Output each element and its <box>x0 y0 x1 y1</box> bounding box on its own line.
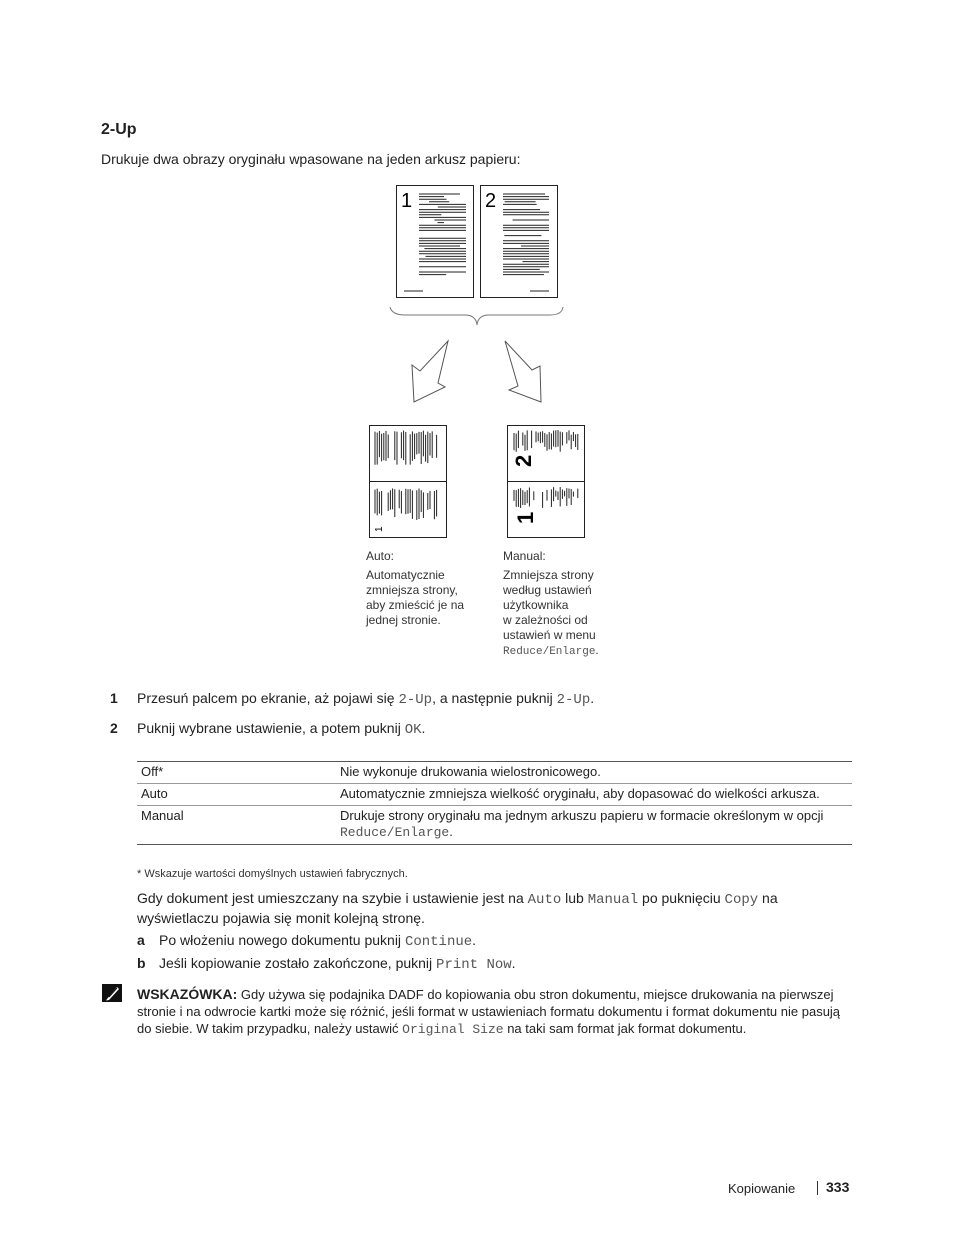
substep-letter: a <box>137 932 145 948</box>
table-row: Off* Nie wykonuje drukowania wielostronicowego. <box>137 762 852 784</box>
manual-number-2: 2 <box>511 454 536 467</box>
paragraph: Gdy dokument jest umieszczany na szybie i ustawienie jest na Auto lub Manual po puknięciu Copy na wyświetlaczu pojawia się monit kolejną stronę. <box>137 890 778 926</box>
manual-desc-line: użytkownika <box>503 598 569 612</box>
note-text: WSKAZÓWKA: Gdy używa się podajnika DADF do kopiowania obu stron dokumentu, miejsce drukowania na pierwszej stronie i na odwrocie kartki może się różnić, jeśli format w ustawieniach formatu dokumentu i format dokumentu nie pasują do siebie. W takim przypadku, należy ustawić Original Size na taki sam format jak format dokumentu. <box>137 986 841 1037</box>
manual-desc-line: Zmniejsza strony <box>503 568 594 582</box>
page-number-1: 1 <box>401 190 413 212</box>
step-number: 2 <box>110 720 118 736</box>
auto-caption <box>366 549 464 628</box>
manual-label: Manual: <box>503 549 546 563</box>
auto-label: Auto: <box>366 549 395 563</box>
manual-desc-line: w zależności od <box>503 613 588 627</box>
step-number: 1 <box>110 690 118 706</box>
auto-number-1: 1 <box>374 526 385 532</box>
arrow-right-icon <box>505 341 541 402</box>
manual-desc-line: ustawień w menu <box>503 628 596 642</box>
manual-number-1: 1 <box>513 511 538 524</box>
section-title: 2-Up <box>101 121 137 138</box>
manual-menu-code: Reduce/Enlarge <box>503 646 596 658</box>
step-2: Puknij wybrane ustawienie, a potem puknij OK. <box>137 720 426 738</box>
page-number-2: 2 <box>485 190 497 212</box>
substep-letter: b <box>137 955 146 971</box>
table-row: Auto Automatycznie zmniejsza wielkość oryginału, aby dopasować do wielkości arkusza. <box>137 784 852 806</box>
manual-desc-line: według ustawień <box>503 583 592 597</box>
step-1: Przesuń palcem po ekranie, aż pojawi się 2-Up, a następnie puknij 2-Up. <box>137 690 595 708</box>
auto-desc-line: zmniejsza strony, <box>366 583 458 597</box>
page-number: 333 <box>826 1179 850 1195</box>
table-row: Manual Drukuje strony oryginału ma jednym arkuszu papieru w formacie określonym w opcji Reduce/Enlarge. <box>137 806 852 845</box>
brace <box>390 307 563 325</box>
arrow-left-icon <box>412 341 448 402</box>
substep-a: Po włożeniu nowego dokumentu puknij Continue. <box>159 932 477 950</box>
substep-b: Jeśli kopiowanie zostało zakończone, puknij Print Now. <box>159 955 516 973</box>
footer-divider <box>817 1181 818 1195</box>
footnote: * Wskazuje wartości domyślnych ustawień fabrycznych. <box>137 868 408 880</box>
footer-chapter: Kopiowanie <box>728 1181 796 1196</box>
options-table <box>137 761 852 845</box>
auto-desc-line: Automatycznie <box>366 568 445 582</box>
manual-caption: Manual: Zmniejsza strony według ustawień użytkownika w zależności od ustawień w menu Reduce/Enlarge. <box>503 549 599 658</box>
intro-text: Drukuje dwa obrazy oryginału wpasowane na jeden arkusz papieru: <box>101 151 521 167</box>
note-pencil-icon <box>102 984 122 1002</box>
auto-desc-line: jednej stronie. <box>366 613 441 627</box>
auto-desc-line: aby zmieścić je na <box>366 598 465 612</box>
